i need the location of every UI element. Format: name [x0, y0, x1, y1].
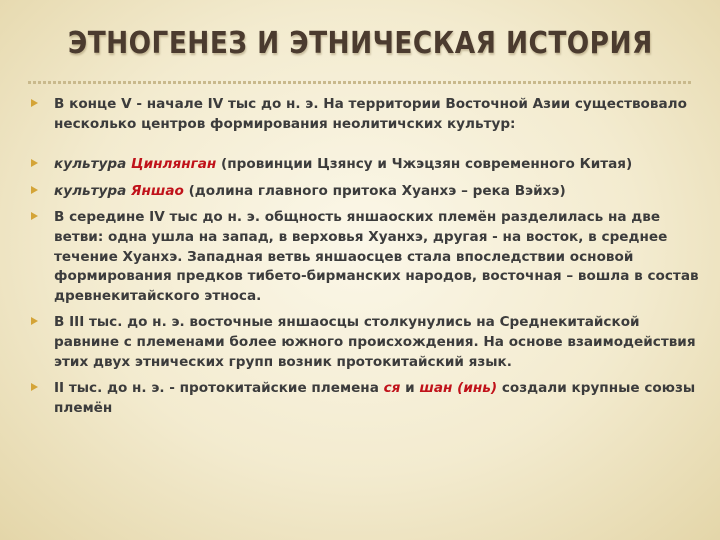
list-item [30, 313, 700, 372]
bullet-arrow-icon [31, 383, 38, 391]
item-text: В III тыс. до н. э. восточные яншаосцы столкунулись на Среднекитайской равнине с племенами более южного происхождения. На основе взаимодействия этих двух этнических групп возник протокитайский язык. [54, 314, 696, 370]
title-divider [28, 81, 692, 84]
list-item [30, 155, 700, 175]
item-prefix: II тыс. до н. э. - протокитайские племена [54, 380, 384, 397]
slide-title: ЭТНОГЕНЕЗ И ЭТНИЧЕСКАЯ ИСТОРИЯ [67, 26, 653, 61]
culture-name: Цинлянган [131, 156, 217, 173]
item-text: создали крупные союзы племён [54, 380, 696, 416]
item-text: В конце V - начале IV тыс до н. э. На территории Восточной Азии существовало несколько центров формирования неолитичских культур: [54, 96, 687, 132]
bullet-arrow-icon [31, 186, 38, 194]
list-item [30, 208, 700, 306]
bullet-arrow-icon [31, 317, 38, 325]
item-text: В середине IV тыс до н. э. общность яншаоских племён разделилась на две ветви: одна ушла на запад, в верховья Хуанхэ, другая - на восток, в среднее течение Хуанхэ. Западная ветвь яншаосцев стала впоследствии основой формирования предков тибето-бирманских народов, восточная – вошла в состав древнекитайского этноса. [54, 209, 699, 304]
title-area [0, 26, 720, 82]
tribe-name: шан (инь) [419, 380, 498, 397]
list-item [30, 379, 700, 418]
conjunction: и [400, 380, 420, 397]
bullet-arrow-icon [31, 99, 38, 107]
bullet-list [30, 95, 700, 425]
item-text: (провинции Цзянсу и Чжэцзян современного Китая) [216, 156, 633, 173]
list-item [30, 182, 700, 202]
item-prefix: культура [54, 156, 132, 173]
item-text: (долина главного притока Хуанхэ – река Вэйхэ) [183, 182, 566, 199]
bullet-arrow-icon [31, 212, 38, 220]
bullet-arrow-icon [31, 159, 38, 167]
tribe-name: ся [383, 380, 401, 397]
culture-name: Яншао [131, 182, 184, 199]
item-prefix: культура [54, 182, 132, 199]
list-item [30, 95, 700, 134]
